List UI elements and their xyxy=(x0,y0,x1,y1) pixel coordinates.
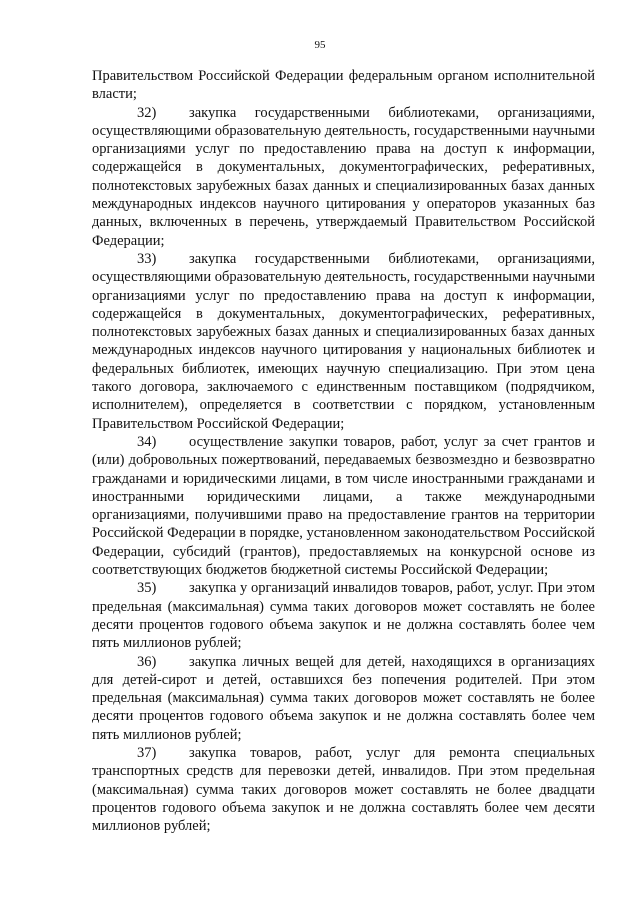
list-item-number: 34) xyxy=(137,433,157,450)
list-item-number: 37) xyxy=(137,744,157,761)
document-body xyxy=(92,67,595,835)
list-item-37 xyxy=(92,744,595,835)
list-item-35 xyxy=(92,579,595,652)
list-item-text: закупка товаров, работ, услуг для ремонта специальных транспортных средств для перевозки детей, инвалидов. При этом предельная (максимальная) сумма таких договоров может составлять не более двадцати процентов годового объема закупок и не должна составлять более чем десяти миллионов рублей; xyxy=(92,744,595,835)
list-item-32 xyxy=(92,104,595,250)
list-item-number: 36) xyxy=(137,653,157,670)
list-item-text: осуществление закупки товаров, работ, услуг за счет грантов и (или) добровольных пожертвований, передаваемых безвозмездно и безвозвратно гражданами и юридическими лицами, в том числе иностранными гражданами и иностранными юридическими лицами, а также международными организациями, получившими право на предоставление грантов на территории Российской Федерации в порядке, установленном законодательством Российской Федерации, субсидий (грантов), предоставляемых на конкурсной основе из соответствующих бюджетов бюджетной системы Российской Федерации; xyxy=(92,433,595,579)
paragraph-text: Правительством Российской Федерации федеральным органом исполнительной власти; xyxy=(92,68,595,103)
list-item-number: 35) xyxy=(137,580,157,597)
list-item-text: закупка личных вещей для детей, находящихся в организациях для детей-сирот и детей, оставшихся без попечения родителей. При этом предельная (максимальная) сумма таких договоров может составлять не более десяти процентов годового объема закупок и не должна составлять более чем пять миллионов рублей; xyxy=(92,653,595,743)
paragraph-continuation xyxy=(92,67,595,104)
list-item-36 xyxy=(92,653,595,744)
list-item-text: закупка государственными библиотеками, организациями, осуществляющими образовательную деятельность, государственными научными организациями услуг по предоставлению права на доступ к информации, содержащейся в документальных, документографических, реферативных, полнотекстовых зарубежных базах данных и специализированных базах данных международных индексов научного цитирования у операторов указанных баз данных, включенных в перечень, утверждаемый Правительством Российской Федерации; xyxy=(92,104,595,249)
list-item-text: закупка государственными библиотеками, организациями, осуществляющими образовательную деятельность, государственными научными организациями услуг по предоставлению права на доступ к информации, содержащейся в документальных, документографических, реферативных, полнотекстовых зарубежных базах данных и специализированных базах данных международных индексов научного цитирования у национальных библиотек и федеральных библиотек, имеющих научную специализацию. При этом цена такого договора, заключаемого с единственным поставщиком (подрядчиком, исполнителем), определяется в соответствии с порядком, установленным Правительством Российской Федерации; xyxy=(92,250,595,432)
list-item-text: закупка у организаций инвалидов товаров, работ, услуг. При этом предельная (максимальная) сумма таких договоров может составлять не более десяти процентов годового объема закупок и не должна составлять более чем пять миллионов рублей; xyxy=(92,580,595,652)
list-item-number: 32) xyxy=(137,104,157,121)
list-item-34 xyxy=(92,433,595,579)
page-number: 95 xyxy=(314,39,326,51)
list-item-number: 33) xyxy=(137,250,157,267)
list-item-33 xyxy=(92,250,595,433)
